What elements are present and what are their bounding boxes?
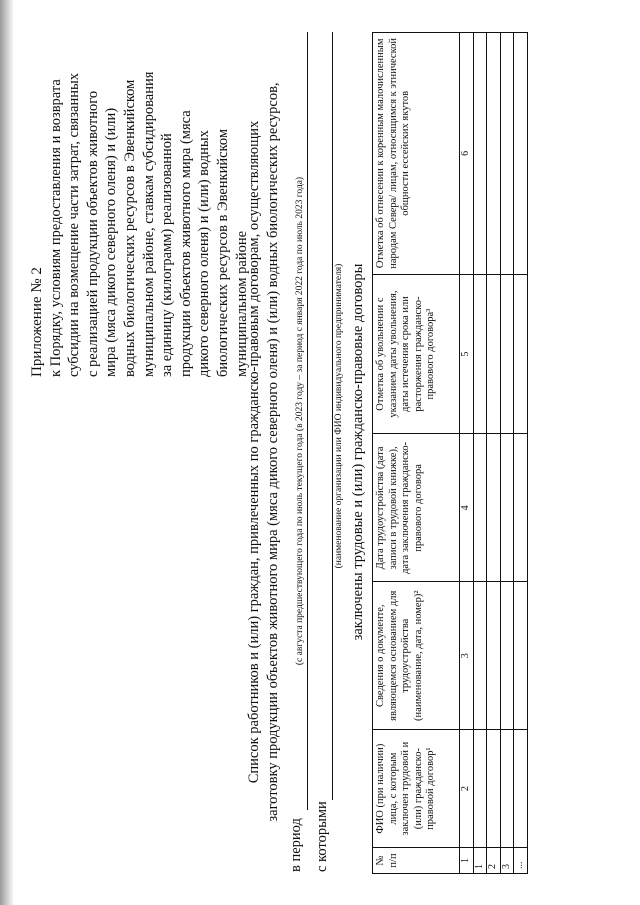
table-cell (487, 274, 501, 434)
table-row (500, 33, 514, 874)
appendix-line: мира (мяса дикого северного оленя) и (или) (103, 107, 120, 377)
table-cell (514, 434, 528, 582)
column-number: 5 (460, 274, 474, 434)
appendix-line: продукции объектов животного мира (мяса (177, 110, 194, 377)
row-number: 3 (500, 848, 514, 874)
appendix-line: дикого северного оленя) и (или) водных (196, 130, 213, 377)
document-title (245, 32, 283, 872)
with-whom-label: с которыми (314, 801, 330, 872)
row-number: 1 (473, 848, 487, 874)
title-line: заготовку продукции объектов животного мира (мяса дикого северного оленя) и (или) водных биологических ресурсов, (265, 82, 281, 822)
appendix-line: за единицу (килограмм) реализованной (159, 133, 176, 377)
table-row (487, 33, 501, 874)
table-cell (514, 730, 528, 848)
table-row (514, 33, 528, 874)
rotated-document-page (20, 22, 620, 882)
header-cell: Сведения о документе, являющемся основанием для трудоустройства (наименование, дата, номер)² (373, 582, 460, 730)
table-cell (500, 274, 514, 434)
table-cell (500, 33, 514, 275)
appendix-block (28, 32, 251, 377)
table-cell (514, 33, 528, 275)
table-cell (500, 434, 514, 582)
employees-table (372, 32, 528, 874)
organization-caption: (наименование организации или ФИО индивидуального предпринимателя) (334, 263, 344, 569)
table-cell (487, 730, 501, 848)
title-line: Список работников и (или) граждан, привлеченных по гражданско-правовым договорам, осуществляющих (246, 120, 262, 784)
header-cell: Отметка об отнесении к коренным малочисленным народам Севера/ лицам, относящимся к этнической общности ессейских якутов (373, 33, 460, 275)
appendix-line: с реализацией продукции объектов животного (84, 90, 101, 377)
appendix-line: биологических ресурсов в Эвенкийском (214, 128, 231, 377)
table-cell (500, 730, 514, 848)
table-cell (514, 274, 528, 434)
header-cell: Дата трудоустройства (дата записи в трудовой книжке), дата заключения гражданско-правового договора (373, 434, 460, 582)
table-cell (487, 33, 501, 275)
appendix-line: водных биологических ресурсов в Эвенкийском (121, 79, 138, 377)
scan-edge (0, 0, 14, 905)
appendix-line: муниципальном районе, ставкам субсидирования (140, 71, 157, 377)
table-cell (473, 582, 487, 730)
table-cell (473, 434, 487, 582)
table-cell (473, 730, 487, 848)
table-cell (500, 582, 514, 730)
column-number: 3 (460, 582, 474, 730)
appendix-line: муниципальном районе (233, 230, 250, 377)
header-cell: ФИО (при наличии) лица, с которым заключен трудовой и (или) гражданско-правовой договор¹ (373, 730, 460, 848)
table-cell (487, 434, 501, 582)
table-cell (473, 33, 487, 275)
appendix-line: к Порядку, условиям предоставления и возврата (47, 79, 64, 377)
row-number: ... (514, 848, 528, 874)
period-note: (с августа предшествующего года по июль текущего года (в 2023 году – за период с января 2022 года по июль 2023 года) (293, 32, 308, 810)
appendix-number: Приложение № 2 (29, 267, 45, 377)
appendix-line: субсидии на возмещение части затрат, связанных (66, 73, 83, 377)
header-cell: № п/п (373, 848, 460, 874)
column-number: 6 (460, 33, 474, 275)
table-header-row (373, 33, 460, 874)
header-cell: Отметка об увольнении с указанием даты увольнения, даты истечения срока или расторжения гражданско-правового договора³ (373, 274, 460, 434)
table-cell (514, 582, 528, 730)
with-whom-blank (318, 32, 333, 800)
table-cell (487, 582, 501, 730)
row-number: 2 (487, 848, 501, 874)
period-label: в период (288, 818, 304, 872)
column-number: 2 (460, 730, 474, 848)
column-number: 1 (460, 848, 474, 874)
contracts-line: заключены трудовые и (или) гражданско-правовые договоры (350, 263, 366, 641)
column-number-row (460, 33, 474, 874)
table-row (473, 33, 487, 874)
table-cell (473, 274, 487, 434)
column-number: 4 (460, 434, 474, 582)
